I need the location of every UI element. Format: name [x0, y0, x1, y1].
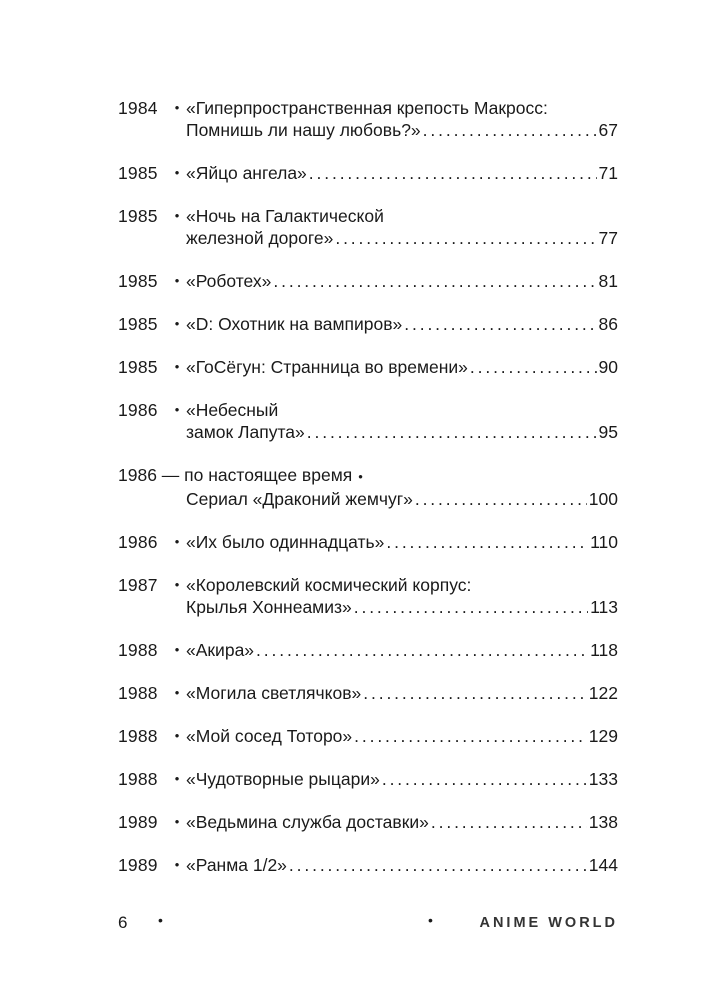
toc-year: 1988: [118, 769, 158, 789]
book-title-running-head: ANIME WORLD: [479, 915, 618, 931]
toc-title-text: Сериал «Драконий жемчуг»: [186, 489, 413, 509]
table-of-contents: [118, 97, 618, 876]
toc-title: [186, 488, 618, 510]
toc-page-number: 118: [590, 640, 618, 660]
toc-title-text: «Ночь на Галактической: [186, 206, 384, 226]
toc-entry: [118, 399, 618, 443]
toc-title-line: [186, 162, 618, 184]
toc-title-text: «Гиперпространственная крепость Макросс:: [186, 98, 548, 118]
toc-entry: [118, 682, 618, 704]
toc-title-text: «Яйцо ангела»: [186, 163, 307, 183]
toc-bullet: •: [174, 577, 180, 592]
toc-title: [186, 811, 618, 833]
toc-title: [186, 270, 618, 292]
toc-year: 1985: [118, 271, 158, 291]
toc-title-line: [186, 97, 618, 119]
toc-title: [186, 682, 618, 704]
toc-bullet: •: [174, 402, 180, 417]
dot-leader: [256, 639, 588, 661]
toc-title: [186, 725, 618, 747]
toc-page-number: 67: [598, 120, 618, 140]
toc-page-number: 77: [598, 228, 618, 248]
toc-year: 1988: [118, 640, 158, 660]
toc-entry: [118, 725, 618, 747]
toc-year: 1988: [118, 726, 158, 746]
toc-bullet: •: [174, 728, 180, 743]
toc-page-number: 90: [598, 357, 618, 377]
toc-bullet: •: [174, 273, 180, 288]
toc-title: [186, 531, 618, 553]
toc-bullet: •: [174, 642, 180, 657]
toc-entry: [118, 531, 618, 553]
toc-bullet: •: [174, 100, 180, 115]
toc-title-text: «ГоСёгун: Странница во времени»: [186, 357, 468, 377]
dot-leader: [470, 356, 597, 378]
toc-title-line: [186, 682, 618, 704]
toc-entry: [118, 854, 618, 876]
toc-page-number: 113: [590, 597, 618, 617]
toc-entry-year-line: [118, 464, 618, 488]
toc-title-line: [186, 270, 618, 292]
toc-title-text: Помнишь ли нашу любовь?»: [186, 120, 421, 140]
toc-title-text: «Мой сосед Тоторо»: [186, 726, 353, 746]
toc-bullet: •: [174, 814, 180, 829]
toc-title-line: [186, 574, 618, 596]
toc-entry: [118, 162, 618, 184]
toc-title: [186, 97, 618, 141]
toc-title-line: [186, 596, 618, 618]
toc-page-number: 144: [588, 855, 618, 875]
dot-leader: [415, 488, 587, 510]
page-footer: [118, 913, 618, 935]
toc-title-line: [186, 119, 618, 141]
toc-bullet: •: [174, 685, 180, 700]
toc-title-text: «Небесный: [186, 400, 279, 420]
toc-title: [186, 768, 618, 790]
toc-entry: [118, 270, 618, 292]
toc-entry: [118, 205, 618, 249]
toc-title-text: «Ведьмина служба доставки»: [186, 812, 429, 832]
toc-title-line: [186, 811, 618, 833]
toc-year: 1985: [118, 163, 158, 183]
toc-title-text: «Королевский космический корпус:: [186, 575, 472, 595]
toc-title-text: «Роботех»: [186, 271, 272, 291]
toc-page-number: 95: [598, 422, 618, 442]
dot-leader: [289, 854, 587, 876]
toc-year: 1985: [118, 206, 158, 226]
toc-title-text: замок Лапута»: [186, 422, 305, 442]
toc-bullet: •: [174, 208, 180, 223]
toc-title-line: [186, 399, 618, 421]
footer-bullet-left: •: [158, 912, 163, 928]
toc-entry: [118, 639, 618, 661]
dot-leader: [354, 596, 588, 618]
toc-title-text: железной дороге»: [186, 228, 334, 248]
toc-year: 1984: [118, 98, 158, 118]
dot-leader: [273, 270, 596, 292]
dot-leader: [423, 119, 597, 141]
toc-entry: [118, 768, 618, 790]
dot-leader: [404, 313, 596, 335]
page-number: 6: [118, 913, 128, 932]
toc-title-line: [186, 313, 618, 335]
toc-title-line: [186, 421, 618, 443]
toc-year: 1987: [118, 575, 158, 595]
toc-bullet: •: [174, 534, 180, 549]
toc-title-text: «Чудотворные рыцари»: [186, 769, 380, 789]
toc-entry: [118, 356, 618, 378]
toc-year: 1986: [118, 400, 158, 420]
toc-year: 1986: [118, 532, 158, 552]
toc-title-text: «Ранма 1/2»: [186, 855, 287, 875]
dot-leader: [307, 421, 597, 443]
toc-entry: [118, 811, 618, 833]
toc-entry-block: [118, 464, 618, 510]
toc-title: [186, 313, 618, 335]
toc-bullet: •: [174, 857, 180, 872]
toc-year: 1985: [118, 314, 158, 334]
toc-title: [186, 639, 618, 661]
dot-leader: [386, 531, 588, 553]
dot-leader: [431, 811, 587, 833]
toc-page-number: 133: [588, 769, 618, 789]
dot-leader: [363, 682, 587, 704]
toc-page-number: 138: [588, 812, 618, 832]
toc-page-number: 129: [588, 726, 618, 746]
toc-title-line: [186, 639, 618, 661]
footer-bullet-right: •: [428, 912, 433, 928]
dot-leader: [309, 162, 597, 184]
toc-title: [186, 356, 618, 378]
toc-title-text: Крылья Хоннеамиз»: [186, 597, 352, 617]
toc-title-line: [186, 488, 618, 510]
toc-entry: [118, 464, 618, 510]
toc-title: [186, 399, 618, 443]
toc-page-number: 122: [588, 683, 618, 703]
toc-entry: [118, 313, 618, 335]
toc-title-line: [186, 725, 618, 747]
toc-bullet: •: [174, 165, 180, 180]
toc-bullet: •: [174, 359, 180, 374]
toc-title-line: [186, 768, 618, 790]
toc-title: [186, 162, 618, 184]
toc-title-line: [186, 205, 618, 227]
toc-title: [186, 574, 618, 618]
toc-title-line: [186, 356, 618, 378]
toc-entry: [118, 574, 618, 618]
toc-page-number: 81: [598, 271, 618, 291]
toc-year: 1989: [118, 855, 158, 875]
toc-title: [186, 854, 618, 876]
toc-bullet: •: [174, 771, 180, 786]
toc-title-text: «Акира»: [186, 640, 255, 660]
toc-title-text: «Могила светлячков»: [186, 683, 362, 703]
toc-title-text: «D: Охотник на вампиров»: [186, 314, 403, 334]
toc-year: 1989: [118, 812, 158, 832]
toc-entry: [118, 97, 618, 141]
dot-leader: [354, 725, 587, 747]
toc-title-line: [186, 854, 618, 876]
dot-leader: [335, 227, 596, 249]
toc-title-line: [186, 227, 618, 249]
toc-year: 1986 — по настоящее время: [118, 465, 353, 485]
toc-page-number: 100: [588, 489, 618, 509]
toc-year: 1985: [118, 357, 158, 377]
toc-page-number: 71: [598, 163, 618, 183]
toc-year: 1988: [118, 683, 158, 703]
toc-page-number: 110: [590, 532, 618, 552]
toc-bullet: •: [174, 316, 180, 331]
toc-page-number: 86: [598, 314, 618, 334]
toc-bullet: •: [358, 469, 363, 484]
toc-title: [186, 205, 618, 249]
toc-title-text: «Их было одиннадцать»: [186, 532, 385, 552]
toc-title-line: [186, 531, 618, 553]
dot-leader: [382, 768, 587, 790]
